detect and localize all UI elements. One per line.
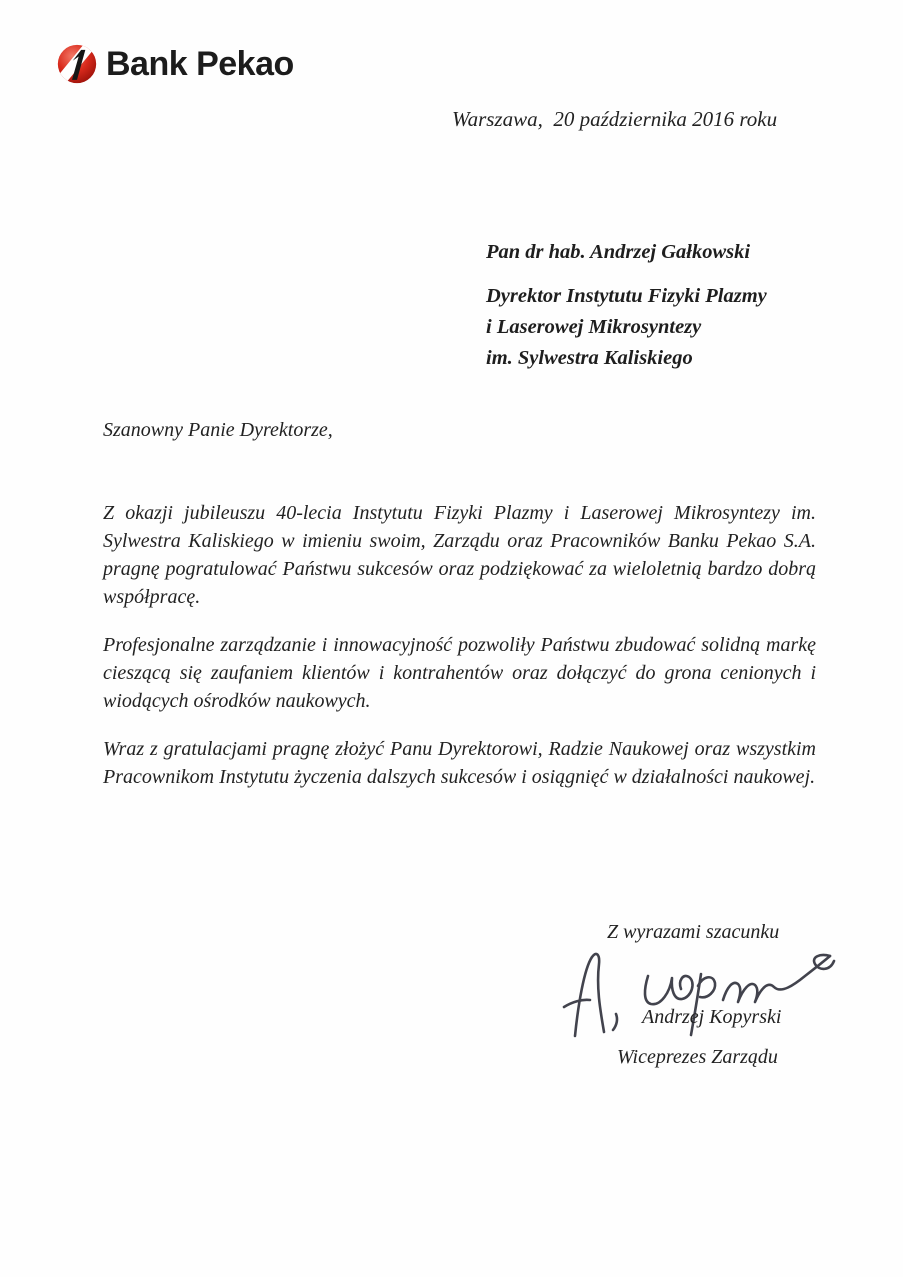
brand-name: Bank Pekao <box>106 45 294 83</box>
valediction: Z wyrazami szacunku <box>607 921 780 943</box>
signer-name: Andrzej Kopyrski <box>642 1006 782 1028</box>
pekao-sphere-icon <box>57 44 97 84</box>
recipient-name: Pan dr hab. Andrzej Gałkowski <box>486 241 751 263</box>
recipient-title-line-2: i Laserowej Mikrosyntezy <box>486 316 702 338</box>
salutation: Szanowny Panie Dyrektorze, <box>103 419 333 441</box>
recipient-block <box>486 241 767 374</box>
paragraph-3: Wraz z gratulacjami pragnę złożyć Panu Dyrektorowi, Radzie Naukowej oraz wszystkim Pracownikom Instytutu życzenia dalszych sukcesów i osiągnięć w działalności naukowej. <box>103 738 816 788</box>
handwritten-signature <box>540 944 840 1049</box>
letter-body <box>103 499 816 811</box>
date-line: Warszawa, 20 października 2016 roku <box>452 107 778 131</box>
bank-logo <box>57 44 294 84</box>
paragraph-1: Z okazji jubileuszu 40-lecia Instytutu Fizyki Plazmy i Laserowej Mikrosyntezy im. Sylwestra Kaliskiego w imieniu swoim, Zarządu oraz Pracowników Banku Pekao S.A. pragnę pogratulować Państwu sukcesów oraz podziękować za wieloletnią bardzo dobrą współpracę. <box>103 502 816 608</box>
recipient-title-line-1: Dyrektor Instytutu Fizyki Plazmy <box>486 285 767 307</box>
recipient-title-line-3: im. Sylwestra Kaliskiego <box>486 347 693 369</box>
signer-title: Wiceprezes Zarządu <box>617 1046 778 1068</box>
paragraph-2: Profesjonalne zarządzanie i innowacyjność pozwoliły Państwu zbudować solidną markę cieszącą się zaufaniem klientów i kontrahentów oraz dołączyć do grona cenionych i wiodących ośrodków naukowych. <box>103 634 816 712</box>
